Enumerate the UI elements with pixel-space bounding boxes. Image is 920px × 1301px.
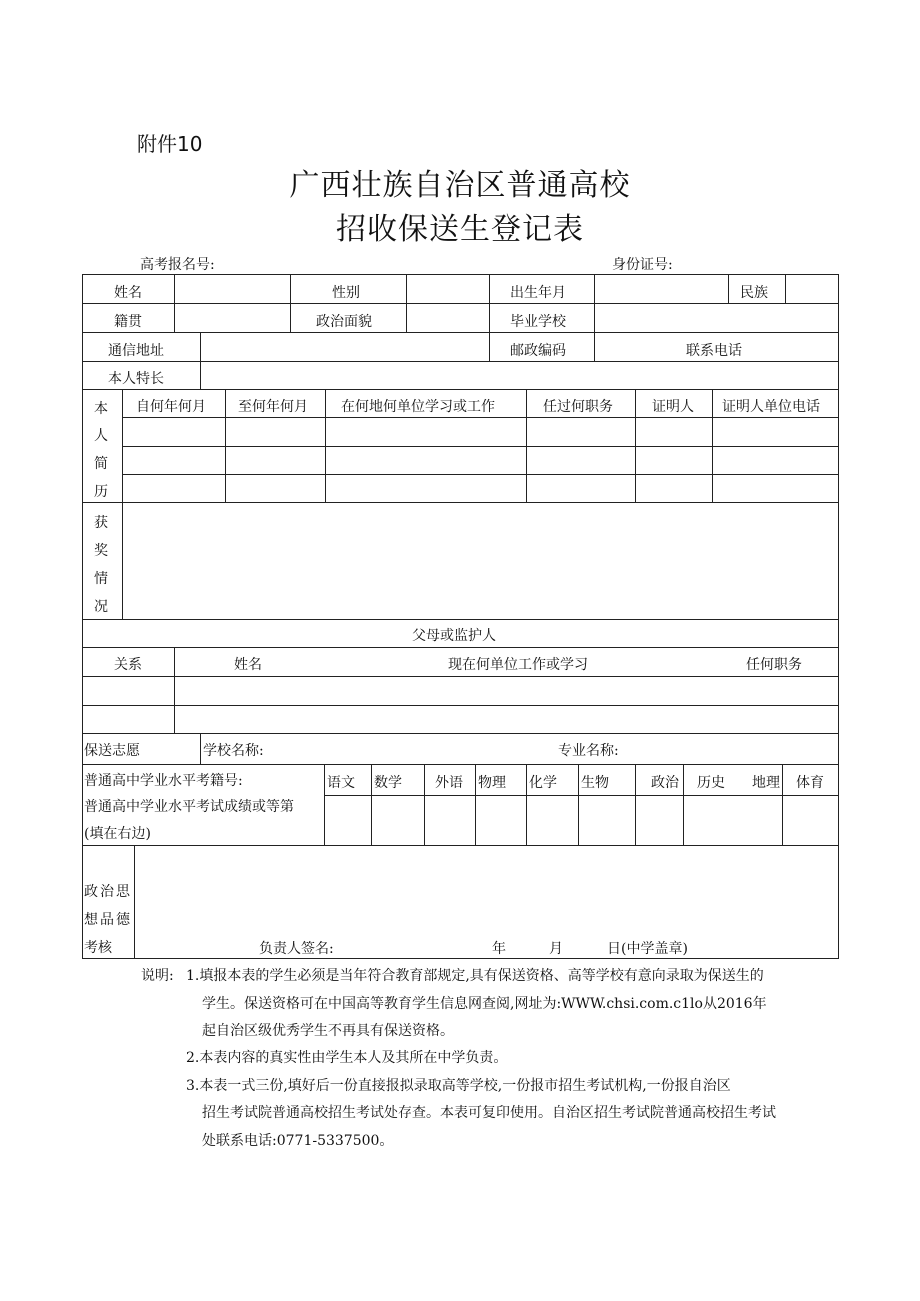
resume-col-place: 在何地何单位学习或工作: [341, 399, 495, 415]
note-3: 3.本表一式三份,填好后一份直接报拟录取高等学校,一份报市招生考试机构,一份报自治区: [186, 1078, 731, 1094]
note-1-end: 起自治区级优秀学生不再具有保送资格。: [202, 1023, 454, 1039]
resume-side-1: 本: [94, 401, 108, 417]
parents-col-workplace: 现在何单位工作或学习: [448, 657, 588, 673]
awards-side-1: 获: [94, 515, 108, 531]
awards-side-2: 奖: [94, 543, 108, 559]
subject-chemistry: 化学: [529, 775, 557, 791]
resume-side-3: 简: [94, 456, 108, 472]
subject-foreign-language: 外语: [435, 775, 463, 791]
month-label: 月: [549, 941, 563, 957]
subject-pe: 体育: [796, 775, 824, 791]
form-title-line2: 招收保送生登记表: [336, 212, 584, 247]
specialty-label: 本人特长: [108, 371, 164, 387]
awards-side-3: 情: [94, 571, 108, 587]
awards-side-4: 况: [94, 599, 108, 615]
resume-col-from: 自何年何月: [136, 399, 206, 415]
exam-score-label: 普通高中学业水平考试成绩或等第: [84, 799, 294, 815]
parents-title: 父母或监护人: [412, 628, 496, 644]
exam-score-note: (填在右边): [84, 826, 151, 842]
resume-col-witness-phone: 证明人单位电话: [722, 399, 820, 415]
ethnic-label: 民族: [740, 285, 768, 301]
resume-col-to: 至何年何月: [238, 399, 308, 415]
parents-col-position: 任何职务: [746, 657, 802, 673]
note-2: 2.本表内容的真实性由学生本人及其所在中学负责。: [186, 1050, 508, 1066]
note-1: 1.填报本表的学生必须是当年符合教育部规定,具有保送资格、高等学校有意向录取为保送生的: [186, 968, 764, 984]
moral-side-3: 考核: [84, 940, 112, 956]
native-place-label: 籍贯: [114, 314, 142, 330]
exam-reg-label: 普通高中学业水平考籍号:: [84, 773, 243, 789]
note-3-cont: 招生考试院普通高校招生考试处存查。本表可复印使用。自治区招生考试院普通高校招生考试: [202, 1105, 776, 1121]
responsible-sign-label: 负责人签名:: [259, 941, 334, 957]
resume-col-witness: 证明人: [652, 399, 694, 415]
year-label: 年: [492, 941, 506, 957]
subject-physics: 物理: [478, 775, 506, 791]
name-label: 姓名: [114, 285, 142, 301]
notes-lead: 说明:: [141, 968, 174, 984]
preference-school-label: 学校名称:: [203, 743, 264, 759]
resume-side-2: 人: [94, 428, 108, 444]
form-title-line1: 广西壮族自治区普通高校: [289, 168, 631, 203]
subject-history: 历史: [697, 775, 725, 791]
political-status-label: 政治面貌: [316, 314, 372, 330]
subject-math: 数学: [374, 775, 402, 791]
exam-number-label: 高考报名号:: [140, 257, 215, 273]
subject-politics: 政治: [651, 775, 679, 791]
moral-side-2: 想品德: [84, 912, 132, 928]
preference-major-label: 专业名称:: [558, 743, 619, 759]
moral-side-1: 政治思: [84, 884, 132, 900]
gender-label: 性别: [332, 285, 360, 301]
id-number-label: 身份证号:: [612, 257, 673, 273]
attachment-label: 附件10: [137, 132, 203, 156]
preference-label: 保送志愿: [84, 743, 140, 759]
subject-chinese: 语文: [327, 775, 355, 791]
subject-biology: 生物: [581, 775, 609, 791]
note-3-end: 处联系电话:0771-5337500。: [202, 1133, 394, 1149]
note-1-cont: 学生。保送资格可在中国高等教育学生信息网查阅,网址为:WWW.chsi.com.c1lo从2016年: [202, 996, 767, 1012]
birth-label: 出生年月: [510, 285, 566, 301]
phone-label: 联系电话: [686, 343, 742, 359]
parents-col-name: 姓名: [234, 657, 262, 673]
address-label: 通信地址: [108, 343, 164, 359]
subject-geography: 地理: [752, 775, 780, 791]
resume-side-4: 历: [94, 484, 108, 500]
parents-col-relation: 关系: [114, 657, 142, 673]
day-seal-label: 日(中学盖章): [607, 941, 688, 957]
resume-col-position: 任过何职务: [543, 399, 613, 415]
postcode-label: 邮政编码: [510, 343, 566, 359]
graduate-school-label: 毕业学校: [510, 314, 566, 330]
